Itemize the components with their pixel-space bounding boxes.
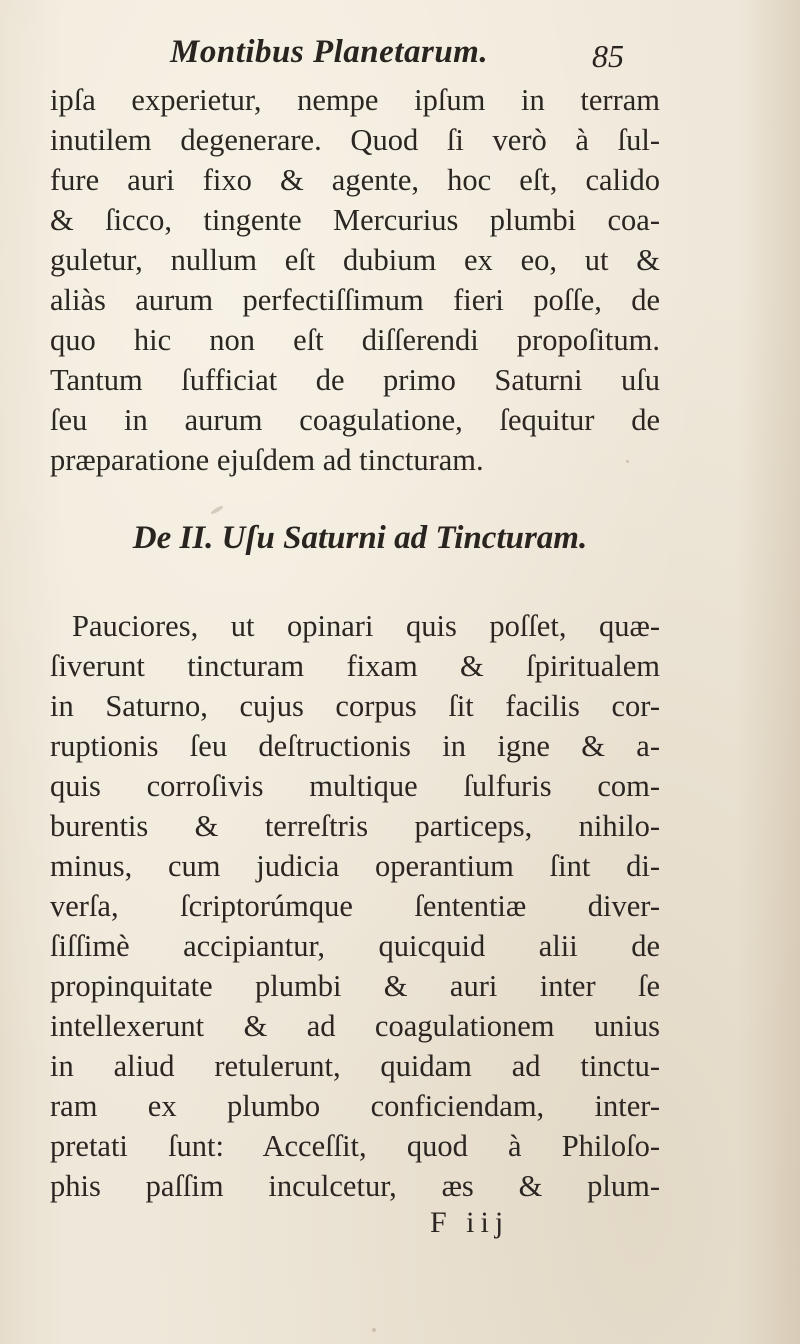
text-line: in Saturno, cujus corpus ſit facilis cor- xyxy=(50,689,660,723)
section-heading: De II. Uſu Saturni ad Tincturam. xyxy=(132,520,588,556)
ink-speck xyxy=(210,505,224,515)
text-line: Pauciores, ut opinari quis poſſet, quæ- xyxy=(72,609,660,643)
text-line: præparatione ejuſdem ad tincturam. xyxy=(50,443,484,477)
text-line: inutilem degenerare. Quod ſi verò à ſul- xyxy=(50,123,660,157)
text-line: phis paſſim inculcetur, æs & plum- xyxy=(50,1169,660,1203)
text-line: burentis & terreſtris particeps, nihilo- xyxy=(50,809,660,843)
text-line: quo hic non eſt diſſerendi propoſitum. xyxy=(50,323,660,357)
text-line: propinquitate plumbi & auri inter ſe xyxy=(50,969,660,1003)
signature-mark: F iij xyxy=(430,1206,510,1239)
text-line: ſiverunt tincturam fixam & ſpiritualem xyxy=(50,649,660,683)
running-head: Montibus Planetarum. xyxy=(170,34,489,70)
paragraph-one xyxy=(50,80,660,480)
ink-speck xyxy=(626,460,629,463)
text-line: Tantum ſufficiat de primo Saturni uſu xyxy=(50,363,660,397)
text-line: ipſa experietur, nempe ipſum in terram xyxy=(50,83,660,117)
text-line: guletur, nullum eſt dubium ex eo, ut & xyxy=(50,243,660,277)
ink-speck xyxy=(372,1328,376,1332)
text-line: ſeu in aurum coagulatione, ſequitur de xyxy=(50,403,660,437)
text-line: ram ex plumbo conficiendam, inter- xyxy=(50,1089,660,1123)
text-line: & ſicco, tingente Mercurius plumbi coa- xyxy=(50,203,660,237)
page-header xyxy=(52,34,652,84)
text-line: quis corroſivis multique ſulfuris com- xyxy=(50,769,660,803)
text-line: intellexerunt & ad coagulationem unius xyxy=(50,1009,660,1043)
text-line: in aliud retulerunt, quidam ad tinctu- xyxy=(50,1049,660,1083)
text-line: ſiſſimè accipiantur, quicquid alii de xyxy=(50,929,660,963)
text-line: ruptionis ſeu deſtructionis in igne & a- xyxy=(50,729,660,763)
text-line: aliàs aurum perfectiſſimum fieri poſſe, de xyxy=(50,283,660,317)
text-line: minus, cum judicia operantium ſint di- xyxy=(50,849,660,883)
paragraph-two xyxy=(50,606,660,1206)
text-line: verſa, ſcriptorúmque ſententiæ diver- xyxy=(50,889,660,923)
page-number: 85 xyxy=(592,38,624,74)
text-line: fure auri fixo & agente, hoc eſt, calido xyxy=(50,163,660,197)
text-line: pretati ſunt: Acceſſit, quod à Philoſo- xyxy=(50,1129,660,1163)
